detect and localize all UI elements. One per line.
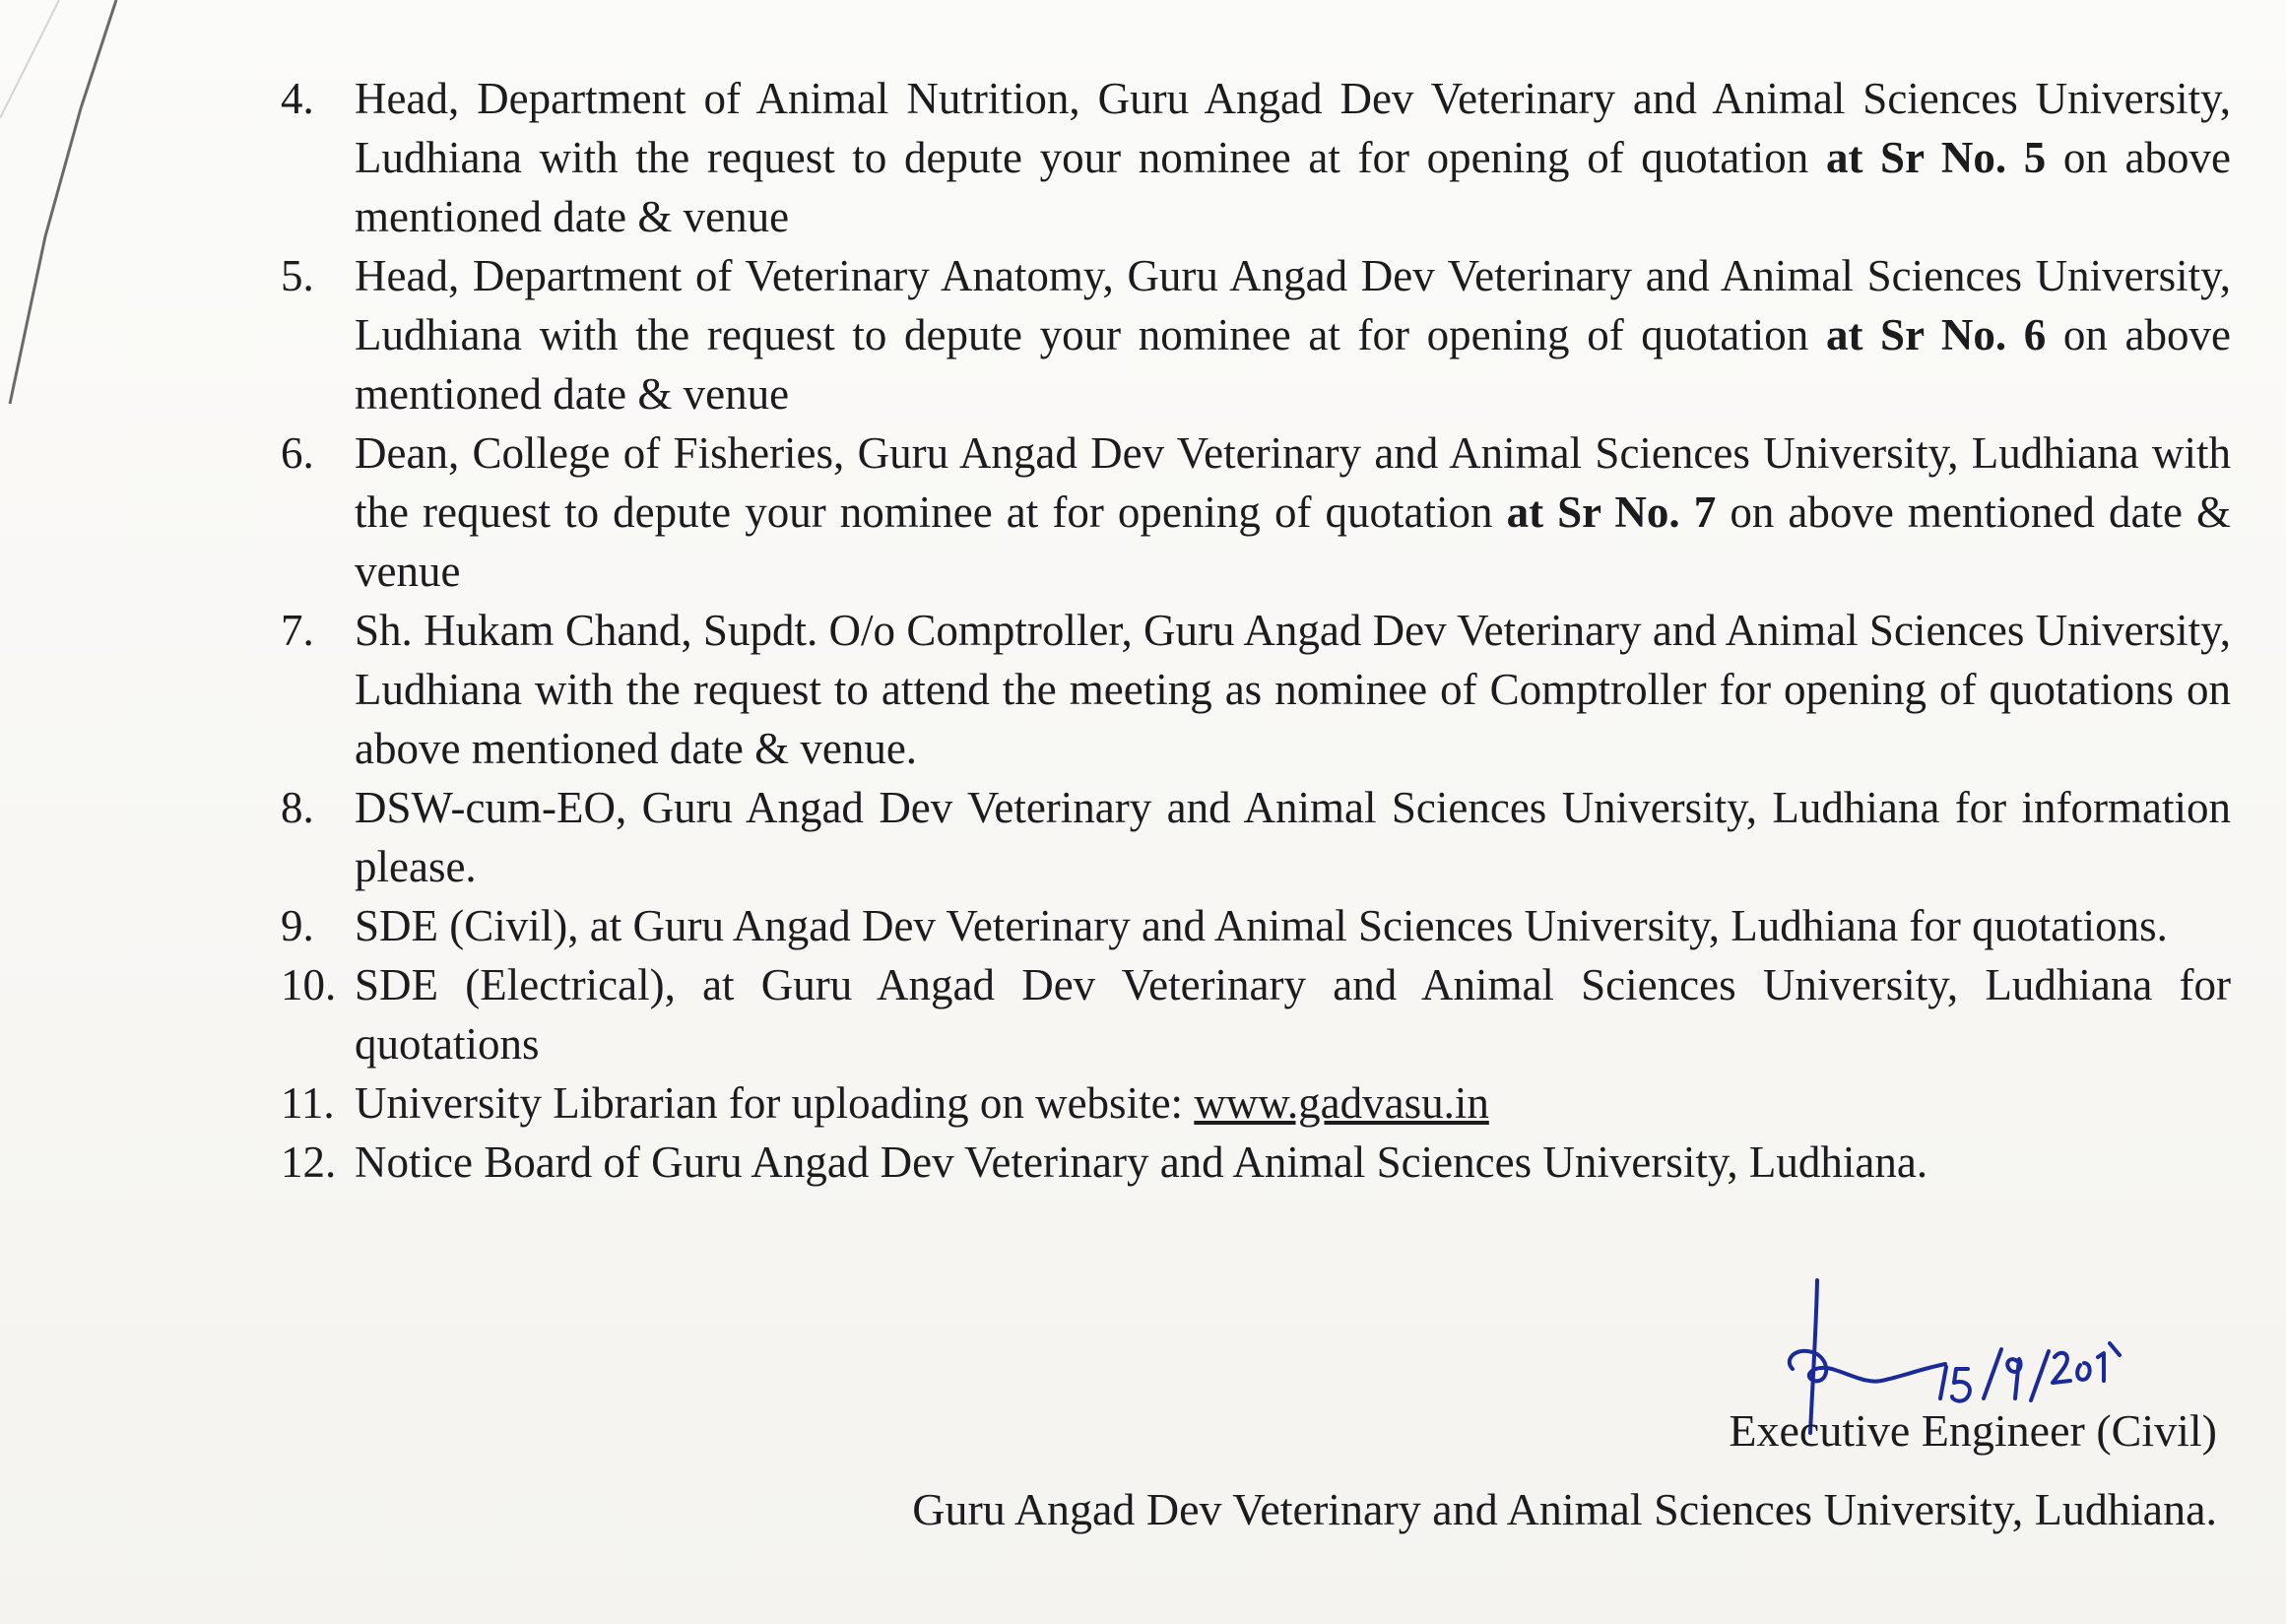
list-item xyxy=(281,423,2231,601)
list-item xyxy=(281,1073,2231,1133)
item-number: 9. xyxy=(281,901,314,950)
item-number: 10. xyxy=(281,960,337,1009)
signatory-title: Executive Engineer (Civil) xyxy=(1729,1405,2217,1456)
item-number: 7. xyxy=(281,606,314,655)
list-item xyxy=(281,601,2231,778)
item-reference: at Sr No. 6 xyxy=(1825,310,2047,359)
list-item xyxy=(281,778,2231,896)
list-item xyxy=(281,69,2231,246)
item-number: 8. xyxy=(281,783,314,832)
item-text: DSW-cum-EO, Guru Angad Dev Veterinary and Animal Sciences University, Ludhiana for information please. xyxy=(355,783,2231,891)
list-item xyxy=(281,896,2231,955)
item-text: Sh. Hukam Chand, Supdt. O/o Comptroller, Guru Angad Dev Veterinary and Animal Sciences University, Ludhiana with the request to attend the meeting as nominee of Comptroller for opening of quotations on above mentioned date & venue. xyxy=(355,606,2231,773)
item-number: 6. xyxy=(281,428,314,478)
distribution-list xyxy=(281,69,2231,1192)
item-text: Head, Department of Animal Nutrition, Guru Angad Dev Veterinary and Animal Sciences University, Ludhiana with the request to depute your nominee at for opening of quotation at Sr No. 5 on above mentioned date & venue xyxy=(355,74,2232,241)
page-edge-line xyxy=(0,0,138,433)
list-item xyxy=(281,955,2231,1073)
item-text: University Librarian for uploading on website: www.gadvasu.in xyxy=(355,1078,1489,1128)
item-text: Notice Board of Guru Angad Dev Veterinary and Animal Sciences University, Ludhiana. xyxy=(355,1137,1928,1187)
item-number: 11. xyxy=(281,1078,335,1128)
list-item xyxy=(281,1133,2231,1192)
item-text: Head, Department of Veterinary Anatomy, Guru Angad Dev Veterinary and Animal Sciences University, Ludhiana with the request to depute your nominee at for opening of quotation at Sr No. 6 on above mentioned date & venue xyxy=(355,251,2232,419)
item-text: Dean, College of Fisheries, Guru Angad Dev Veterinary and Animal Sciences University, Ludhiana with the request to depute your nominee at for opening of quotation at Sr No. 7 on above mentioned date & venue xyxy=(355,428,2232,596)
list-item xyxy=(281,246,2231,423)
item-number: 12. xyxy=(281,1137,337,1187)
item-text: SDE (Electrical), at Guru Angad Dev Veterinary and Animal Sciences University, Ludhiana for quotations xyxy=(355,960,2231,1069)
website-link[interactable]: www.gadvasu.in xyxy=(1194,1078,1489,1128)
item-number: 5. xyxy=(281,251,314,300)
signatory-organization: Guru Angad Dev Veterinary and Animal Sciences University, Ludhiana. xyxy=(912,1484,2217,1534)
item-text: SDE (Civil), at Guru Angad Dev Veterinary and Animal Sciences University, Ludhiana for quotations. xyxy=(355,901,2168,950)
item-number: 4. xyxy=(281,74,314,123)
item-reference: at Sr No. 5 xyxy=(1825,133,2047,182)
item-reference: at Sr No. 7 xyxy=(1506,487,1717,537)
